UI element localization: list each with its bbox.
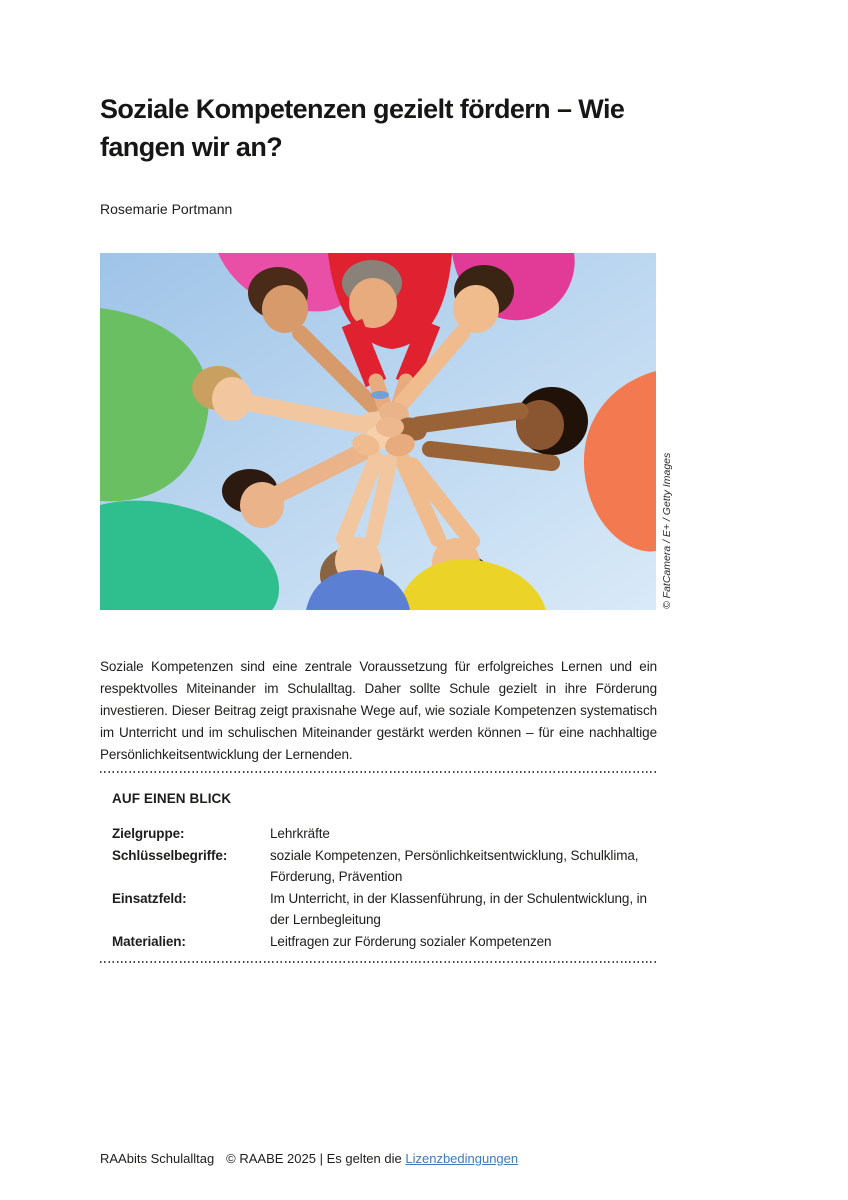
table-row xyxy=(112,888,657,931)
photo-credit: © FatCamera / E+ / Getty Images xyxy=(661,452,673,609)
overview-table xyxy=(112,823,657,952)
license-link[interactable]: Lizenzbedingungen xyxy=(405,1151,519,1166)
row-label-materialien: Materialien: xyxy=(112,933,186,949)
row-value-einsatzfeld: Im Unterricht, in der Klassenführung, in der Schulentwicklung, in der Lernbegleitung xyxy=(270,890,647,927)
table-row xyxy=(112,823,657,845)
intro-paragraph: Soziale Kompetenzen sind eine zentrale Voraussetzung für erfolgreiches Lernen und ein respektvolles Miteinander im Schulalltag. Daher sollte Schule gezielt in ihre Förderung investieren. Dieser Beitrag zeigt praxisnahe Wege auf, wie soziale Kompetenzen systematisch im Unterricht und im schulischen Miteinander gestärkt werden können – für eine nachhaltige Persönlichkeitsentwicklung der Lernenden. xyxy=(100,658,657,762)
author-name: Rosemarie Portmann xyxy=(100,201,233,217)
row-label-schluesselbegriffe: Schlüsselbegriffe: xyxy=(112,847,228,863)
photo-illustration xyxy=(100,253,656,610)
dotted-divider-bottom xyxy=(100,961,657,963)
page-title: Soziale Kompetenzen gezielt fördern – Wie fangen wir an? xyxy=(100,94,625,162)
footer-copyright: © RAABE 2025 | Es gelten die xyxy=(226,1151,402,1166)
table-row xyxy=(112,931,657,953)
children-circle-photo xyxy=(100,253,656,610)
table-row xyxy=(112,845,657,888)
row-label-einsatzfeld: Einsatzfeld: xyxy=(112,890,187,906)
dotted-divider-top xyxy=(100,771,657,773)
row-value-schluesselbegriffe: soziale Kompetenzen, Persönlichkeitsentwicklung, Schulklima, Förderung, Prävention xyxy=(270,847,639,884)
row-value-materialien: Leitfragen zur Förderung sozialer Kompetenzen xyxy=(270,933,552,949)
overview-heading: AUF EINEN BLICK xyxy=(112,791,232,806)
page-footer xyxy=(100,1151,518,1166)
row-label-zielgruppe: Zielgruppe: xyxy=(112,826,185,841)
footer-brand: RAAbits Schulalltag xyxy=(100,1151,215,1166)
row-value-zielgruppe: Lehrkräfte xyxy=(270,826,330,841)
